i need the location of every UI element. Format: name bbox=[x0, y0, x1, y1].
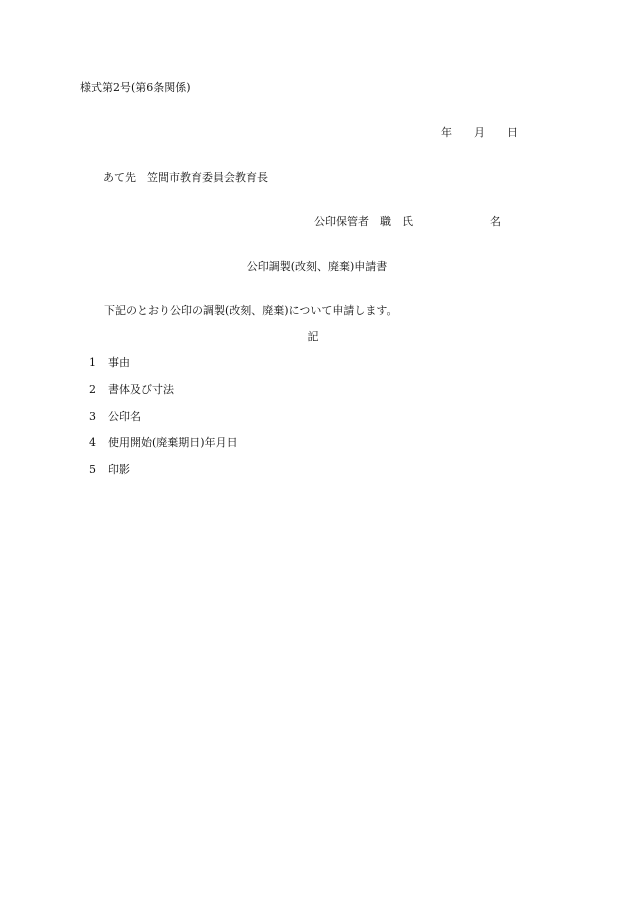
year-label: 年 bbox=[441, 126, 452, 139]
addressee-prefix: あて先 bbox=[103, 171, 136, 184]
list-item bbox=[89, 357, 130, 368]
list-item bbox=[89, 411, 141, 422]
list-item-label: 印影 bbox=[108, 463, 130, 476]
list-item-number: 2 bbox=[89, 383, 96, 396]
applicant-label-shi: 氏 bbox=[402, 215, 413, 228]
list-item-number: 3 bbox=[89, 410, 96, 423]
form-number: 様式第2号(第6条関係) bbox=[80, 81, 191, 94]
list-item bbox=[89, 437, 238, 448]
body-text: 下記のとおり公印の調製(改刻、廃棄)について申請します。 bbox=[104, 304, 398, 317]
ki-heading-text: 記 bbox=[307, 330, 319, 343]
ki-heading bbox=[0, 331, 630, 342]
month-label: 月 bbox=[474, 126, 485, 139]
applicant-label-mei: 名 bbox=[490, 215, 501, 228]
document-title bbox=[0, 261, 630, 272]
applicant-label-shoku: 職 bbox=[380, 215, 391, 228]
addressee-name: 笠間市教育委員会教育長 bbox=[147, 171, 268, 184]
list-item-number: 5 bbox=[89, 463, 96, 476]
list-item-number: 4 bbox=[89, 436, 96, 449]
applicant-line bbox=[314, 216, 501, 227]
applicant-role: 公印保管者 bbox=[314, 215, 369, 228]
day-label: 日 bbox=[507, 126, 518, 139]
list-item-label: 公印名 bbox=[108, 410, 141, 423]
list-item-label: 事由 bbox=[108, 356, 130, 369]
list-item bbox=[89, 384, 174, 395]
list-item bbox=[89, 464, 130, 475]
document-title-text: 公印調製(改刻、廃棄)申請書 bbox=[246, 260, 388, 273]
list-item-label: 書体及び寸法 bbox=[108, 383, 174, 396]
addressee bbox=[103, 172, 268, 183]
list-item-label: 使用開始(廃棄期日)年月日 bbox=[108, 436, 238, 449]
list-item-number: 1 bbox=[89, 356, 96, 369]
date-line bbox=[441, 127, 518, 138]
